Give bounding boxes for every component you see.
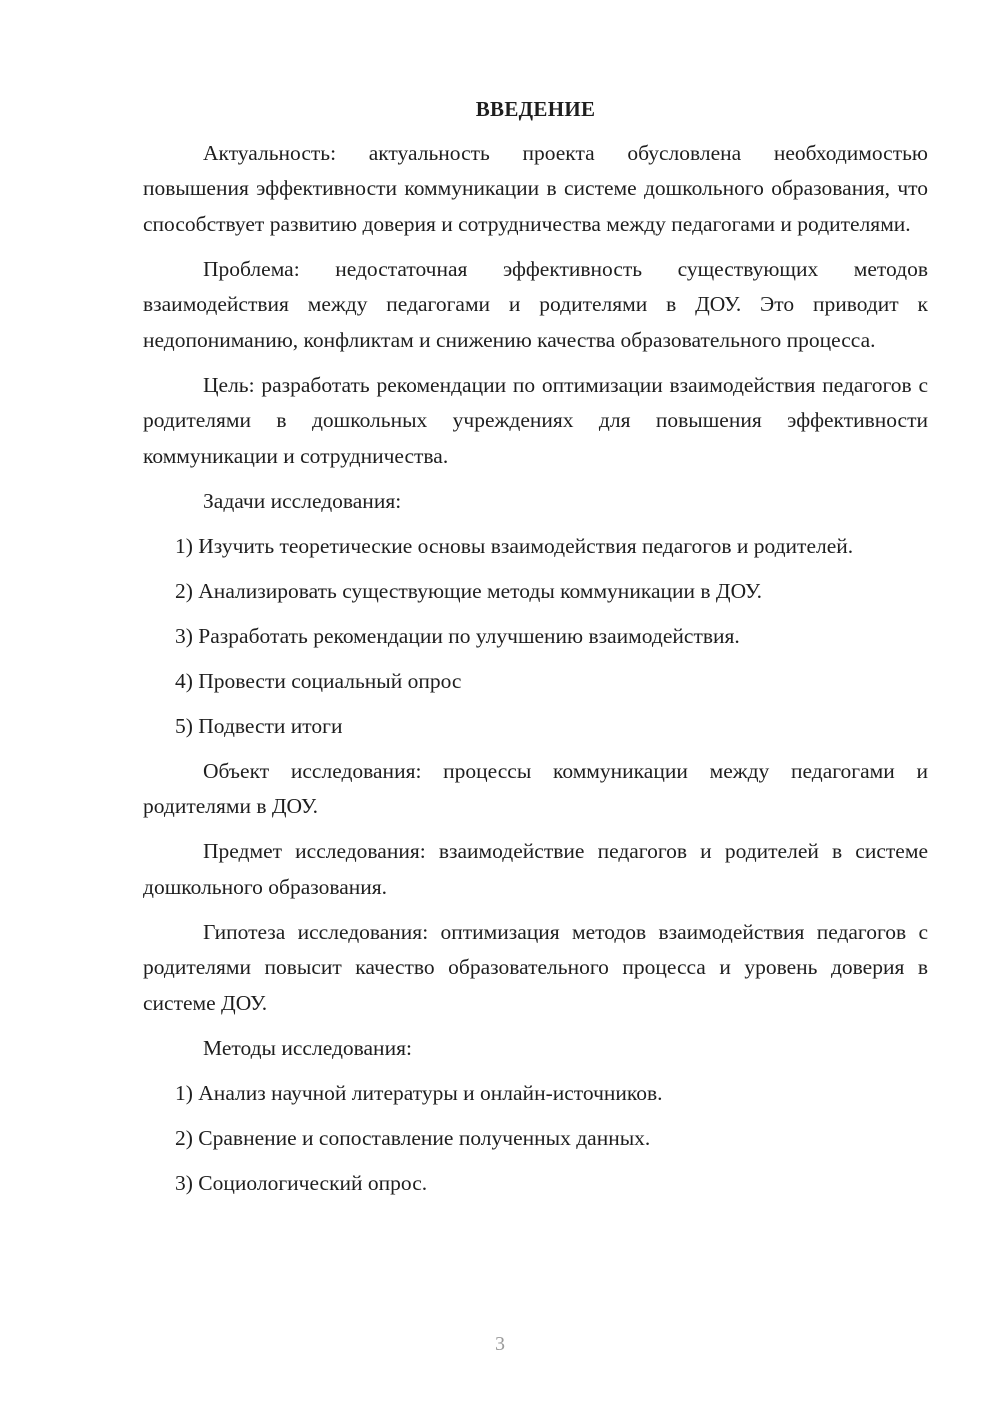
task-item-2: 2) Анализировать существующие методы коммуникации в ДОУ. [175,578,762,603]
paragraph-problem: Проблема: недостаточная эффективность существующих методов взаимодействия между педагогами и родителями в ДОУ. Это приводит к недопониманию, конфликтам и снижению качества образовательного процесса. [143,256,928,352]
task-item-3: 3) Разработать рекомендации по улучшению взаимодействия. [175,623,740,648]
tasks-heading: Задачи исследования: [203,488,402,513]
paragraph-relevance: Актуальность: актуальность проекта обусловлена необходимостью повышения эффективности коммуникации в системе дошкольного образования, что способствует развитию доверия и сотрудничества между педагогами и родителями. [143,140,928,236]
paragraph-hypothesis: Гипотеза исследования: оптимизация методов взаимодействия педагогов с родителями повысит качество образовательного процесса и уровень доверия в системе ДОУ. [143,919,928,1015]
paragraph-subject: Предмет исследования: взаимодействие педагогов и родителей в системе дошкольного образования. [143,839,928,899]
page-number: 3 [495,1333,505,1355]
document-page [143,92,928,1211]
paragraph-object: Объект исследования: процессы коммуникации между педагогами и родителями в ДОУ. [143,758,928,818]
task-item-1: 1) Изучить теоретические основы взаимодействия педагогов и родителей. [175,533,854,558]
method-item-2: 2) Сравнение и сопоставление полученных данных. [175,1125,651,1150]
task-item-5: 5) Подвести итоги [175,713,343,738]
method-item-3: 3) Социологический опрос. [175,1170,428,1195]
method-item-1: 1) Анализ научной литературы и онлайн-источников. [175,1080,663,1105]
paragraph-goal: Цель: разработать рекомендации по оптимизации взаимодействия педагогов с родителями в дошкольных учреждениях для повышения эффективности коммуникации и сотрудничества. [143,372,928,468]
section-title: ВВЕДЕНИЕ [475,97,596,121]
task-item-4: 4) Провести социальный опрос [175,668,462,693]
methods-heading: Методы исследования: [203,1035,412,1060]
